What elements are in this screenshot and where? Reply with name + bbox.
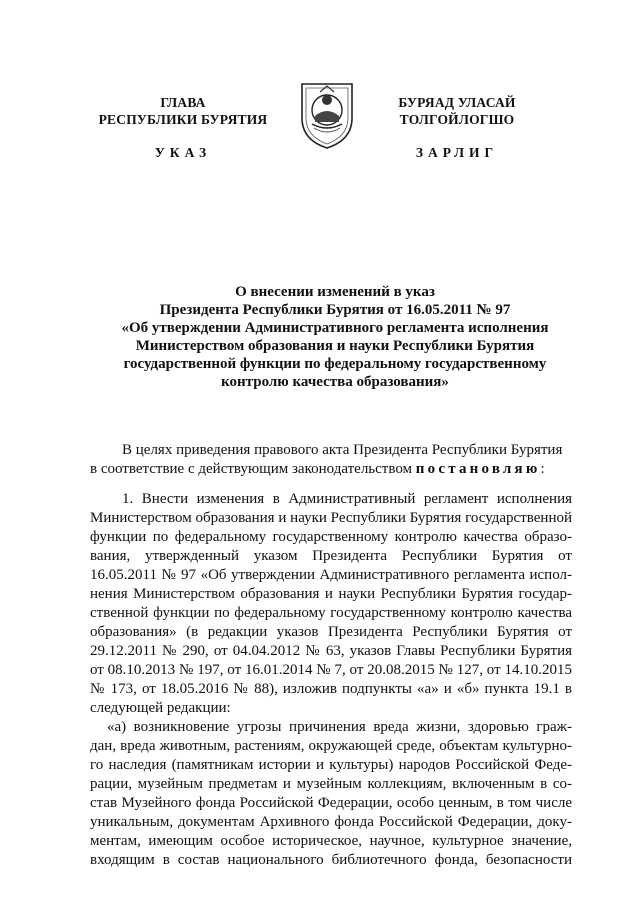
body-line: уникальным, документам Архивного фонда Российской Федерации, доку- xyxy=(90,814,572,830)
header-right-line2: ТОЛГОЙЛОГШО xyxy=(399,112,515,127)
body-line: функции по федеральному государственному контролю качества образо- xyxy=(90,529,572,545)
body-line: ственной функции по федеральному государственному контролю качества xyxy=(90,605,572,621)
body-line: следующей редакции: xyxy=(90,700,231,716)
document-title xyxy=(90,283,580,391)
preamble-colon: : xyxy=(540,461,545,477)
title-line: Президента Республики Бурятия от 16.05.2011 № 97 xyxy=(159,302,511,318)
doc-type-bur: ЗАРЛИГ xyxy=(415,145,499,160)
body-line: го наследия (памятникам истории и культуры) народов Российской Феде- xyxy=(90,757,572,773)
body-line: нения Министерством образования и науки Республики Бурятия государ- xyxy=(90,586,572,602)
header-right xyxy=(372,94,542,161)
body-line: образования» (в редакции указов Президента Республики Бурятия от xyxy=(90,624,572,640)
body-line: вания, утвержденный указом Президента Республики Бурятия от xyxy=(90,548,572,564)
preamble-text: в соответствие с действующим законодательством xyxy=(90,461,413,477)
preamble-line xyxy=(90,460,572,479)
header-right-line1: БУРЯАД УЛАСАЙ xyxy=(398,95,516,110)
body-line: 16.05.2011 № 97 «Об утверждении Административного регламента испол- xyxy=(90,567,572,583)
title-line: О внесении изменений в указ xyxy=(235,284,435,300)
title-line: Министерством образования и науки Республики Бурятия xyxy=(135,338,535,354)
coat-of-arms-emblem xyxy=(296,78,358,150)
body-line: Министерством образования и науки Республики Бурятия государственной xyxy=(90,510,572,526)
title-line: контролю качества образования» xyxy=(221,374,449,390)
header-left-line2: РЕСПУБЛИКИ БУРЯТИЯ xyxy=(98,112,268,127)
header-left-line1: ГЛАВА xyxy=(160,95,206,110)
header-left xyxy=(88,94,278,161)
preamble-line: В целях приведения правового акта Президента Республики Бурятия xyxy=(122,442,563,458)
body-line: 29.12.2011 № 290, от 04.04.2012 № 63, указов Главы Республики Бурятия xyxy=(90,643,572,659)
body-line: № 173, от 18.05.2016 № 88), изложив подпункты «а» и «б» пункта 19.1 в xyxy=(90,681,572,697)
title-line: государственной функции по федеральному государственному xyxy=(123,356,547,372)
title-line: «Об утверждении Административного регламента исполнения xyxy=(121,320,549,336)
body-line: входящим в состав национального библиотечного фонда, безопасности xyxy=(90,852,572,868)
doc-type-ru: УКАЗ xyxy=(154,145,212,160)
body-line: от 08.10.2013 № 197, от 16.01.2014 № 7, от 20.08.2015 № 127, от 14.10.2015 xyxy=(90,662,572,678)
body-line: рации, музейным предметам и музейным коллекциям, включенным в со- xyxy=(90,776,572,792)
body-line: став Музейного фонда Российской Федерации, особо ценным, в том числе xyxy=(90,795,572,811)
keyword-postanovlyayu: постановляю xyxy=(415,461,541,477)
body-line: 1. Внести изменения в Административный регламент исполнения xyxy=(122,491,572,507)
body-line: «а) возникновение угрозы причинения вреда жизни, здоровью граж- xyxy=(107,719,572,735)
body-line: дан, вреда животным, растениям, окружающей среде, объектам культурно- xyxy=(90,738,572,754)
body-line: ментам, имеющим особое историческое, научное, культурное значение, xyxy=(90,833,572,849)
